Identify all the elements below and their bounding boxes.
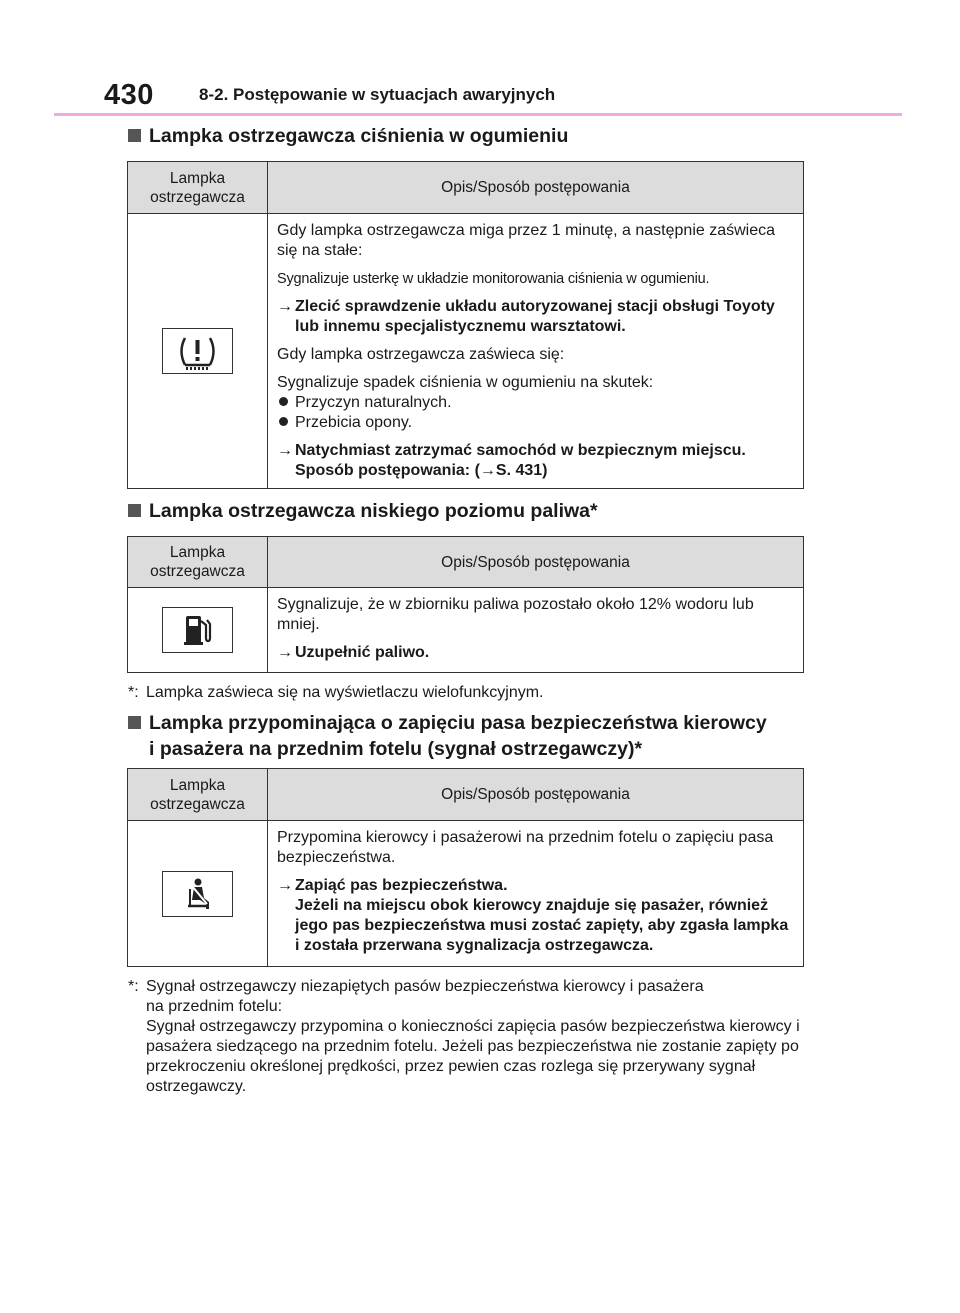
arrow-icon: → — [277, 877, 293, 894]
seatbelt-reminder-icon — [162, 871, 233, 917]
action-item: → Zapiąć pas bezpieczeństwa. Jeżeli na miejscu obok kierowcy znajduje się pasażer, również jego pas bezpieczeństwa musi zostać zapięty, aby zgasła lampka i została przerwana sygnalizacja ostrzegawcza. — [277, 877, 789, 954]
list-item: Przebicia opony. — [277, 413, 797, 433]
section-tire-pressure-title: Lampka ostrzegawcza ciśnienia w ogumieniu — [128, 123, 568, 149]
chapter-title: 8-2. Postępowanie w sytuacjach awaryjnych — [199, 85, 556, 104]
action-item: → Uzupełnić paliwo. — [277, 644, 430, 661]
description-cell — [268, 821, 804, 967]
col-header-lamp: Lampka ostrzegawcza — [128, 769, 268, 821]
text-lit-condition: Gdy lampka ostrzegawcza zaświeca się: — [277, 346, 565, 363]
icon-cell — [128, 214, 268, 489]
text-seatbelt-reminder: Przypomina kierowcy i pasażerowi na przednim fotelu o zapięciu pasa bezpieczeństwa. — [277, 829, 774, 866]
fuel-pump-icon — [162, 607, 233, 653]
icon-cell — [128, 588, 268, 673]
square-bullet-icon — [128, 716, 141, 729]
arrow-icon: → — [277, 298, 293, 315]
text-blinking-condition: Gdy lampka ostrzegawcza miga przez 1 minutę, a następnie zaświeca się na stałe: — [277, 222, 776, 259]
table-fuel — [127, 536, 804, 673]
arrow-icon: → — [277, 442, 293, 459]
col-header-lamp: Lampka ostrzegawcza — [128, 537, 268, 588]
description-cell — [268, 214, 804, 489]
bullet-icon — [277, 393, 295, 413]
square-bullet-icon — [128, 504, 141, 517]
arrow-icon: → — [277, 644, 293, 661]
bullet-icon — [277, 413, 295, 433]
action-item: → Natychmiast zatrzymać samochód w bezpiecznym miejscu. Sposób postępowania: (→S. 431) — [277, 442, 746, 479]
action-item: → Zlecić sprawdzenie układu autoryzowanej stacji obsługi Toyoty lub innemu specjalistycznemu warsztatowi. — [277, 298, 775, 335]
footnote-seatbelt: *: Sygnał ostrzegawczy niezapiętych pasów bezpieczeństwa kierowcy i pasażera na przednim fotelu: Sygnał ostrzegawczy przypomina o konieczności zapięcia pasów bezpieczeństwa kierowcy i pasażera siedzącego na przednim fotelu. Jeżeli pas bezpieczeństwa nie zostanie zapięty po przekroczeniu określonej prędkości, przez pewien czas rozlega się przerywany sygnał ostrzegawczy. — [128, 978, 800, 1095]
text-pressure-drop: Sygnalizuje spadek ciśnienia w ogumieniu na skutek: — [277, 374, 654, 391]
text-fuel-low: Sygnalizuje, że w zbiorniku paliwa pozostało około 12% wodoru lub mniej. — [277, 596, 754, 633]
page-reference-link[interactable]: S. 431 — [495, 462, 543, 479]
footnote-fuel: *: Lampka zaświeca się na wyświetlaczu wielofunkcyjnym. — [128, 684, 544, 701]
text-system-fault: Sygnalizuje usterkę w układzie monitorowania ciśnienia w ogumieniu. — [277, 271, 710, 287]
header-rule — [54, 113, 902, 116]
col-header-description: Opis/Sposób postępowania — [268, 769, 804, 821]
icon-cell — [128, 821, 268, 967]
page-number: 430 — [104, 79, 154, 111]
col-header-description: Opis/Sposób postępowania — [268, 162, 804, 214]
square-bullet-icon — [128, 129, 141, 142]
table-seatbelt — [127, 768, 804, 967]
arrow-icon: → — [479, 462, 496, 479]
list-item: Przyczyn naturalnych. — [277, 393, 797, 413]
section-seatbelt-title: Lampka przypominająca o zapięciu pasa bezpieczeństwa kierowcy i pasażera na przednim fotelu (sygnał ostrzegawczy)* — [128, 710, 767, 762]
tire-pressure-warning-icon — [162, 328, 233, 374]
section-fuel-title: Lampka ostrzegawcza niskiego poziomu paliwa* — [128, 498, 598, 524]
col-header-lamp: Lampka ostrzegawcza — [128, 162, 268, 214]
col-header-description: Opis/Sposób postępowania — [268, 537, 804, 588]
description-cell — [268, 588, 804, 673]
table-tire-pressure — [127, 161, 804, 489]
